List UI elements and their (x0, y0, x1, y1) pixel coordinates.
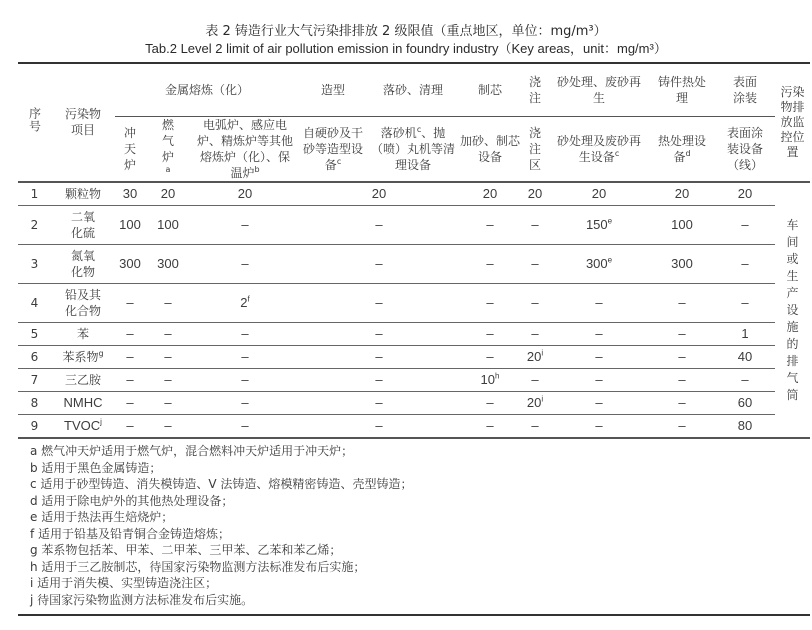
cell-item: 铅及其化合物 (64, 288, 101, 318)
cell-heat: – (678, 395, 686, 410)
cell-core: – (486, 326, 494, 341)
group-shakeout: 落砂、清理 (383, 82, 444, 97)
cell-electric: 20 (237, 186, 253, 201)
cell-coat: – (741, 256, 749, 271)
table-caption-cn: 表 2 铸造行业大气污染排排放 2 级限值（重点地区，单位：mg/m³） (205, 24, 607, 39)
cell-sand: – (595, 295, 603, 310)
cell-heat: 100 (671, 217, 693, 232)
footnote-f: f 适用于铅基及铅青铜合金铸造熔炼； (30, 526, 231, 541)
footnote-h: h 适用于三乙胺制芯，待国家污染物监测方法标准发布后实施； (30, 559, 366, 574)
col-monitor-position: 污染物排放监控位置 (780, 84, 805, 159)
cell-no: 8 (30, 396, 39, 410)
cell-no: 4 (30, 296, 39, 310)
cell-pour: – (531, 217, 539, 232)
cell-molding-shakeout: 20 (371, 186, 387, 201)
emission-limit-table (18, 63, 810, 439)
cell-heat: – (678, 418, 686, 433)
cell-molding-shakeout: – (375, 326, 383, 341)
cell-electric: – (241, 349, 249, 364)
cell-electric: – (241, 326, 249, 341)
cell-cupola: – (126, 372, 134, 387)
cell-no: 2 (30, 218, 39, 232)
cell-cupola: – (126, 326, 134, 341)
cell-item: NMHC (63, 395, 103, 410)
cell-no: 1 (30, 187, 39, 201)
cell-pour: – (531, 326, 539, 341)
table-row (18, 415, 810, 439)
cell-electric: 2$^f$ (240, 294, 250, 310)
cell-heat: – (678, 295, 686, 310)
cell-sand: 20 (591, 186, 607, 201)
sub-sand-equipment: 砂处理及废砂再生设备$^c$ (549, 117, 649, 183)
sub-core-equipment: 加砂、制芯设备 (459, 117, 521, 183)
group-coremaking: 制芯 (478, 82, 503, 97)
cell-item: 氮氧化物 (70, 249, 95, 279)
cell-core: – (486, 418, 494, 433)
cell-molding-shakeout: – (375, 349, 383, 364)
cell-molding-shakeout: – (375, 217, 383, 232)
footnote-g: g 苯系物包括苯、甲苯、二甲苯、三甲苯、乙苯和苯乙烯； (30, 543, 342, 557)
cell-item: 三乙胺 (64, 373, 101, 387)
cell-heat: 300 (671, 256, 693, 271)
table-row (18, 346, 810, 369)
cell-core: 20 (482, 186, 498, 201)
cell-core: – (486, 349, 494, 364)
cell-gas: – (164, 372, 172, 387)
cell-gas: – (164, 395, 172, 410)
cell-coat: 1 (741, 326, 749, 341)
cell-molding-shakeout: – (375, 418, 383, 433)
cell-gas: – (164, 418, 172, 433)
group-pouring: 浇注 (529, 74, 542, 105)
cell-molding-shakeout: – (375, 395, 383, 410)
footnote-d: d 适用于除电炉外的其他热处理设备； (30, 493, 234, 508)
cell-cupola: – (126, 295, 134, 310)
cell-molding-shakeout: – (375, 295, 383, 310)
cell-item: TVOC$^j$ (64, 417, 102, 433)
cell-core: – (486, 217, 494, 232)
sub-heat-equipment: 热处理设备$^d$ (649, 117, 715, 183)
cell-coat: 60 (737, 395, 753, 410)
cell-electric: – (241, 372, 249, 387)
cell-pour: 20$^i$ (526, 348, 544, 364)
col-pollutant: 污染物项目 (64, 107, 101, 137)
sub-gas-furnace: 燃气炉$^a$ (145, 117, 191, 183)
cell-coat: 40 (737, 349, 753, 364)
footnote-e: e 适用于热法再生焙烧炉； (30, 510, 174, 524)
cell-no: 9 (30, 419, 39, 433)
cell-pour: – (531, 256, 539, 271)
table-row (18, 206, 810, 245)
cell-sand: – (595, 372, 603, 387)
footnote-i: i 适用于消失模、实型铸造浇注区； (30, 576, 218, 590)
footnote-b: b 适用于黑色金属铸造； (30, 460, 162, 475)
cell-electric: – (241, 395, 249, 410)
cell-molding-shakeout: – (375, 256, 383, 271)
cell-gas: – (164, 349, 172, 364)
table-row (18, 392, 810, 415)
cell-no: 3 (30, 257, 39, 271)
cell-pour: – (531, 295, 539, 310)
cell-no: 7 (30, 373, 39, 387)
cell-heat: – (678, 372, 686, 387)
cell-gas: 300 (157, 256, 179, 271)
sub-electric-furnace: 电弧炉、感应电炉、精炼炉等其他熔炼炉（化）、保温炉$^b$ (191, 117, 299, 183)
cell-gas: 20 (160, 186, 176, 201)
group-molding: 造型 (321, 82, 346, 97)
cell-sand: – (595, 326, 603, 341)
footnote-a: a 燃气冲天炉适用于燃气炉，混合燃料冲天炉适用于冲天炉； (30, 444, 354, 458)
cell-item: 苯系物$^g$ (62, 349, 104, 364)
cell-sand: 150e (585, 216, 613, 232)
col-seq: 序号 (27, 107, 42, 133)
cell-cupola: 300 (119, 256, 141, 271)
cell-item: 二氧化硫 (70, 210, 95, 240)
sub-cupola: 冲天炉 (115, 117, 145, 183)
cell-cupola: – (126, 418, 134, 433)
monitor-location-cell: 车间或生产设施的排气筒 (775, 182, 810, 438)
cell-cupola: 100 (119, 217, 141, 232)
cell-coat: – (741, 295, 749, 310)
cell-pour: 20 (527, 186, 543, 201)
group-heat: 铸件热处理 (658, 74, 707, 105)
cell-no: 5 (30, 327, 39, 341)
cell-item: 苯 (76, 327, 89, 341)
table-row (18, 323, 810, 346)
cell-sand: – (595, 349, 603, 364)
cell-core: – (486, 256, 494, 271)
table-footnotes (30, 443, 412, 608)
cell-core: – (486, 295, 494, 310)
cell-cupola: – (126, 395, 134, 410)
table-caption-en: Tab.2 Level 2 limit of air pollution emission in foundry industry（Key areas，unit：mg/m³） (145, 41, 667, 56)
cell-core: 10$^h$ (480, 371, 500, 387)
bottom-rule (18, 614, 810, 616)
cell-gas: – (164, 326, 172, 341)
group-melting: 金属熔炼（化） (165, 82, 250, 97)
table-row (18, 245, 810, 284)
footnote-j: j 待国家污染物监测方法标准发布后实施。 (30, 592, 254, 607)
sub-coating-equipment: 表面涂装设备（线） (715, 117, 775, 183)
cell-coat: 20 (737, 186, 753, 201)
group-sand: 砂处理、废砂再生 (557, 74, 642, 105)
cell-gas: 100 (157, 217, 179, 232)
cell-electric: – (241, 217, 249, 232)
cell-core: – (486, 395, 494, 410)
cell-coat: – (741, 217, 749, 232)
cell-no: 6 (30, 350, 39, 364)
table-row (18, 369, 810, 392)
cell-coat: – (741, 372, 749, 387)
cell-heat: – (678, 326, 686, 341)
cell-electric: – (241, 256, 249, 271)
cell-coat: 80 (737, 418, 753, 433)
cell-heat: 20 (674, 186, 690, 201)
cell-electric: – (241, 418, 249, 433)
cell-sand: 300e (585, 255, 613, 271)
cell-pour: – (531, 372, 539, 387)
cell-pour: 20$^i$ (526, 394, 544, 410)
cell-sand: – (595, 395, 603, 410)
cell-cupola: – (126, 349, 134, 364)
cell-cupola: 30 (122, 186, 138, 201)
cell-pour: – (531, 418, 539, 433)
footnote-c: c 适用于砂型铸造、消失模铸造、V 法铸造、熔模精密铸造、壳型铸造； (30, 477, 413, 491)
cell-gas: – (164, 295, 172, 310)
sub-shakeout-equipment: 落砂机$^c$、抛（喷）丸机等清理设备 (367, 117, 459, 183)
table-row (18, 284, 810, 323)
table-row (18, 182, 810, 206)
cell-item: 颗粒物 (64, 187, 101, 201)
sub-molding-equipment: 自硬砂及干砂等造型设备$^c$ (299, 117, 367, 183)
cell-heat: – (678, 349, 686, 364)
cell-molding-shakeout: – (375, 372, 383, 387)
group-coating: 表面涂装 (733, 74, 758, 105)
cell-sand: – (595, 418, 603, 433)
sub-pour-area: 浇注区 (521, 117, 549, 183)
